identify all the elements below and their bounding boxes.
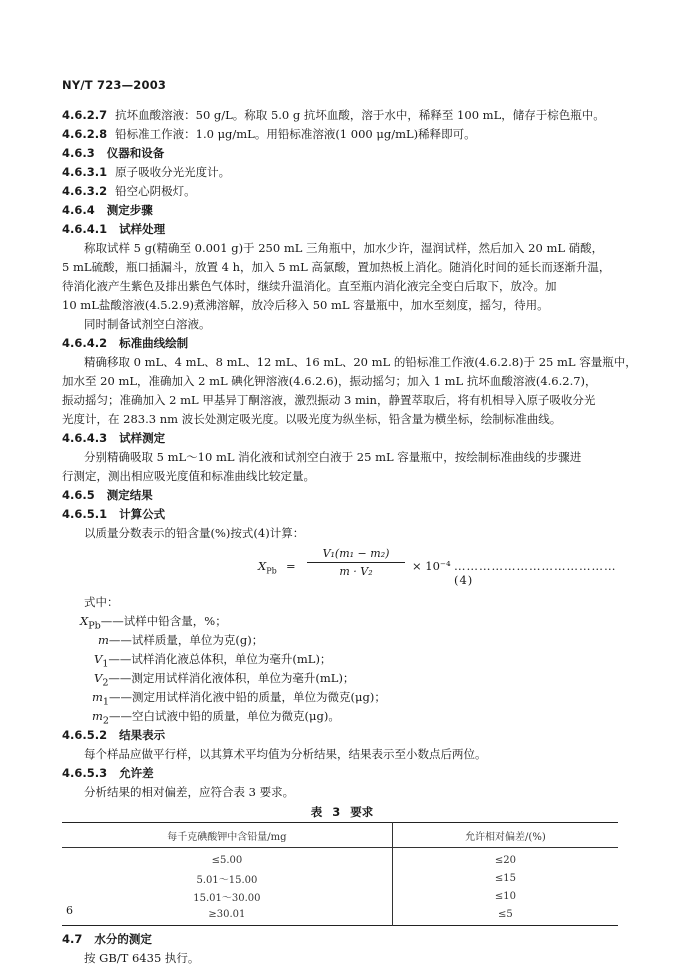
- paragraph-line: 精确移取 0 mL、4 mL、8 mL、12 mL、16 mL、20 mL 的铅标准工作液(4.6.2.8)于 25 mL 容量瓶中，: [84, 355, 637, 369]
- table-header-row: [62, 823, 618, 848]
- paragraph-line: 光度计，在 283.3 nm 波长处测定吸光度。以吸光度为纵坐标，铅含量为横坐标，绘制标准曲线。: [62, 412, 562, 426]
- table-cell: ≤15: [392, 869, 618, 887]
- section-4-6-5-2: [62, 726, 622, 745]
- section-title: 试样测定: [119, 431, 166, 445]
- section-4-6-5-3: [62, 764, 622, 783]
- section-4-6-5: [62, 486, 622, 505]
- clause-text: 抗坏血酸溶液：50 g/L。称取 5.0 g 抗坏血酸，溶于水中，稀释至 100 mL，储存于棕色瓶中。: [115, 108, 605, 122]
- formula-equals: =: [286, 559, 296, 573]
- section-number: 4.7: [62, 932, 83, 946]
- section-title: 计算公式: [119, 507, 166, 521]
- variable-description: ——测定用试样消化液体积，单位为毫升(mL)；: [108, 671, 355, 685]
- variable-description: ——空白试液中铅的质量，单位为微克(μg)。: [109, 709, 340, 723]
- formula-multiplier: × 10⁻⁴: [412, 559, 451, 573]
- paragraph-standard-curve: [62, 353, 637, 429]
- section-title: 测定步骤: [106, 203, 153, 217]
- variable-symbol: V: [94, 671, 103, 685]
- variable-subscript: Pb: [88, 620, 101, 632]
- variable-symbol: m: [92, 690, 103, 704]
- variable-description: ——试样质量，单位为克(g)；: [108, 633, 264, 647]
- section-title: 水分的测定: [94, 932, 152, 946]
- paragraph-line: 加水至 20 mL，准确加入 2 mL 碘化钾溶液(4.6.2.6)，振动摇匀；加入 1 mL 抗坏血酸溶液(4.6.2.7)，: [62, 374, 597, 388]
- table-header-relative-deviation: 允许相对偏差/(%): [392, 823, 618, 848]
- variable-subscript: 1: [102, 658, 109, 670]
- clause-4-6-3-1: [62, 163, 622, 182]
- paragraph-line: 振动摇匀；准确加入 2 mL 甲基异丁酮溶液，激烈振动 3 min，静置萃取后，将有机相导入原子吸收分光: [62, 393, 596, 407]
- variable-item: [62, 612, 622, 631]
- section-number: 4.6.4.2: [62, 336, 108, 350]
- section-4-7: [62, 930, 622, 949]
- section-number: 4.6.3: [62, 146, 95, 160]
- page-number: 6: [66, 904, 73, 917]
- clause-number: 4.6.3.1: [62, 165, 108, 179]
- table-cell: ≤10: [392, 887, 618, 905]
- variable-subscript: 1: [102, 696, 110, 708]
- table-row: [62, 848, 618, 870]
- table-header-lead-content: 每千克碘酸钾中含铅量/mg: [62, 823, 392, 848]
- paragraph-line: 同时制备试剂空白溶液。: [84, 317, 211, 331]
- section-4-6-4-3: [62, 429, 622, 448]
- clause-number: 4.6.2.7: [62, 108, 108, 122]
- section-number: 4.6.4.3: [62, 431, 108, 445]
- paragraph-line: 分别精确吸取 5 mL～10 mL 消化液和试剂空白液于 25 mL 容量瓶中，按绘制标准曲线的步骤进: [84, 450, 582, 464]
- variable-subscript: 2: [102, 677, 109, 689]
- variables-intro: 式中：: [84, 595, 119, 609]
- table-cell: ≤5.00: [211, 854, 243, 866]
- section-number: 4.6.5.3: [62, 766, 108, 780]
- variable-subscript: 2: [102, 715, 110, 727]
- clause-4-6-3-2: [62, 182, 622, 201]
- section-title: 结果表示: [119, 728, 166, 742]
- section-4-6-4-2: [62, 334, 622, 353]
- lead-content-formula: [62, 547, 622, 589]
- formula-denominator: m · V₂: [339, 565, 373, 578]
- paragraph-line: 称取试样 5 g(精确至 0.001 g)于 250 mL 三角瓶中，加水少许，湿润试样，然后加入 20 mL 硝酸，: [84, 241, 604, 255]
- paragraph-line: 行测定，测出相应吸光度值和标准曲线比较定量。: [62, 469, 315, 483]
- section-title: 允许差: [119, 766, 154, 780]
- formula-symbol: X: [258, 559, 267, 573]
- variable-item: [62, 707, 622, 726]
- clause-4-6-2-7: [62, 106, 622, 125]
- table-row: [62, 905, 618, 926]
- paragraph-moisture: 按 GB/T 6435 执行。: [84, 951, 200, 965]
- table-cell: 5.01～15.00: [196, 874, 258, 886]
- clause-number: 4.6.2.8: [62, 127, 108, 141]
- section-4-6-4-1: [62, 220, 622, 239]
- variable-description: ——测定用试样消化液中铅的质量，单位为微克(μg)；: [109, 690, 386, 704]
- section-number: 4.6.5.1: [62, 507, 108, 521]
- table-cell: 15.01～30.00: [193, 892, 261, 904]
- formula-lhs: [258, 559, 277, 575]
- paragraph-tolerance: 分析结果的相对偏差，应符合表 3 要求。: [84, 785, 295, 799]
- requirements-table: [62, 822, 618, 926]
- section-4-6-5-1: [62, 505, 622, 524]
- paragraph-line: 5 mL硫酸，瓶口插漏斗，放置 4 h，加入 5 mL 高氯酸，置加热板上消化。随消化时间的延长而逐渐升温，: [62, 260, 611, 274]
- variable-item: [62, 688, 622, 707]
- clause-text: 铅标准工作液：1.0 μg/mL。用铅标准溶液(1 000 μg/mL)稀释即可。: [115, 127, 476, 141]
- paragraph-line: 待消化液产生紫色及排出紫色气体时，继续升温消化。直至瓶内消化液完全变白后取下，放冷。加: [62, 279, 557, 293]
- clause-number: 4.6.3.2: [62, 184, 108, 198]
- variable-item: [62, 631, 622, 650]
- clause-text: 原子吸收分光光度计。: [115, 165, 231, 179]
- variable-symbol: X: [80, 614, 89, 628]
- paragraph-sample-treatment: [62, 239, 622, 334]
- table-cell: ≥30.01: [208, 908, 246, 920]
- variable-item: [62, 669, 622, 688]
- table-cell: ≤5: [392, 905, 618, 926]
- formula-intro: 以质量分数表示的铅含量(%)按式(4)计算：: [84, 526, 305, 540]
- formula-number: …………………………………(4): [454, 559, 617, 587]
- section-4-6-4: [62, 201, 622, 220]
- section-title: 测定结果: [106, 488, 153, 502]
- table-row: [62, 869, 618, 887]
- document-number: NY/T 723—2003: [62, 78, 167, 92]
- clause-4-6-2-8: [62, 125, 622, 144]
- table-row: [62, 887, 618, 905]
- paragraph-result-expression: 每个样品应做平行样，以其算术平均值为分析结果，结果表示至小数点后两位。: [84, 747, 487, 761]
- paragraph-line: 10 mL盐酸溶液(4.5.2.9)煮沸溶解，放冷后移入 50 mL 容量瓶中，加水至刻度，摇匀，待用。: [62, 298, 549, 312]
- section-number: 4.6.5.2: [62, 728, 108, 742]
- section-4-6-3: [62, 144, 622, 163]
- section-title: 标准曲线绘制: [119, 336, 189, 350]
- section-title: 仪器和设备: [106, 146, 165, 160]
- clause-text: 铅空心阴极灯。: [115, 184, 196, 198]
- section-number: 4.6.5: [62, 488, 95, 502]
- document-body: [62, 106, 637, 968]
- formula-fraction: [307, 547, 405, 578]
- paragraph-sample-determination: [62, 448, 622, 486]
- variable-description: ——试样中铅含量，%；: [100, 614, 227, 628]
- variable-symbol: m: [92, 709, 103, 723]
- formula-numerator: V₁(m₁ − m₂): [307, 547, 405, 563]
- section-title: 试样处理: [119, 222, 166, 236]
- variable-list: [62, 612, 622, 726]
- table-cell: ≤20: [392, 848, 618, 870]
- formula-subscript: Pb: [266, 566, 277, 576]
- variable-description: ——试样消化液总体积，单位为毫升(mL)；: [108, 652, 332, 666]
- variable-item: [62, 650, 622, 669]
- section-number: 4.6.4: [62, 203, 95, 217]
- section-number: 4.6.4.1: [62, 222, 108, 236]
- variable-symbol: m: [98, 633, 109, 647]
- variable-symbol: V: [94, 652, 103, 666]
- table-caption: 表 3 要求: [310, 805, 374, 819]
